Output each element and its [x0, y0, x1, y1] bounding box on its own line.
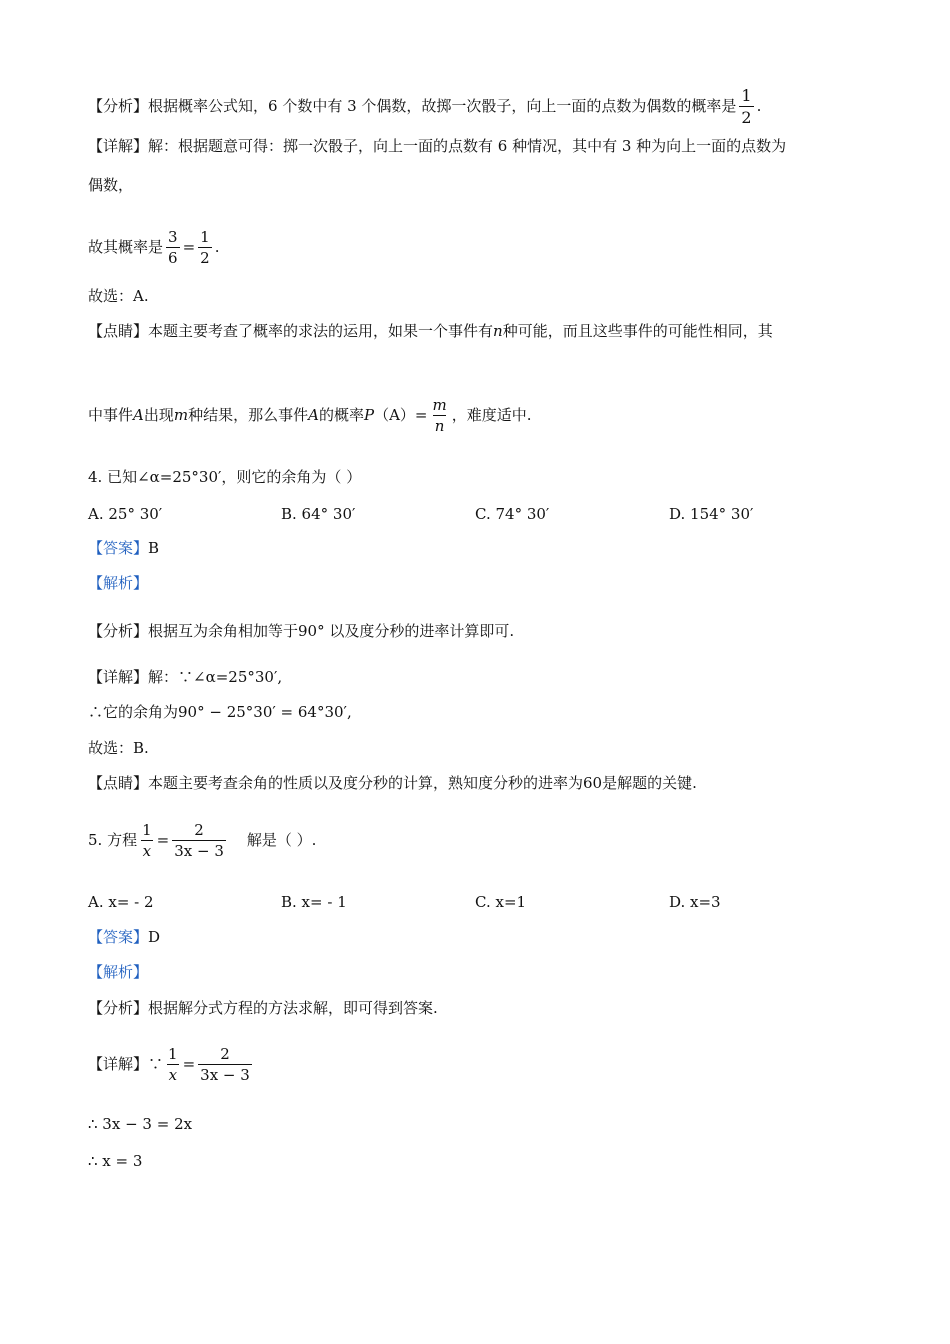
frac-numerator: 1 [142, 821, 152, 839]
frac-denominator: n [434, 417, 445, 435]
q3-analysis-line [88, 88, 761, 126]
q5-option-c: C. x=1 [475, 893, 527, 911]
analysis-text: 根据互为余角相加等于90° 以及度分秒的进率计算即可. [148, 622, 515, 640]
q4-choose: 故选：B. [88, 739, 149, 757]
q4-option-b: B. 64° 30′ [281, 505, 356, 523]
q5-stem [88, 818, 316, 862]
q4-detail-line [88, 666, 282, 688]
q3-comment-line1 [88, 320, 773, 342]
comment-text: 本题主要考查了概率的求法的运用，如果一个事件有 [148, 322, 494, 340]
analysis-text: 根据解分式方程的方法求解，即可得到答案. [148, 999, 438, 1017]
var-n: n [493, 322, 503, 340]
q3-choose: 故选：A. [88, 287, 149, 305]
analysis-tag: 【分析】 [88, 999, 149, 1017]
prob-prefix: 故其概率是 [88, 238, 164, 256]
answer-value: D [148, 928, 161, 946]
comment-text-b: 种可能，而且这些事件的可能性相同，其 [502, 322, 773, 340]
frac-denominator: x [168, 1066, 178, 1084]
frac-numerator: 3 [168, 228, 178, 246]
q4-option-d: D. 154° 30′ [669, 505, 754, 523]
comment-tag: 【点睛】 [88, 322, 149, 340]
q3-comment-line2 [88, 398, 532, 434]
detail-text: 解：根据题意可得：掷一次骰子，向上一面的点数有 6 种情况，其中有 3 种为向上一面的点数为 [148, 137, 787, 155]
answer-value: B [148, 539, 160, 557]
var-a: A [133, 406, 144, 424]
fraction-one-half [739, 88, 753, 126]
detail-tag: 【详解】 [88, 668, 149, 686]
stem-suffix: 解是（ ）. [246, 831, 317, 849]
because-symbol: ∵ [148, 1055, 164, 1073]
frac-numerator: 2 [220, 1045, 230, 1063]
frac-numerator: 1 [200, 228, 210, 246]
q3-detail-line2 [88, 174, 133, 196]
fraction-one-over-x [140, 823, 154, 859]
q5-step1: ∴ 3x − 3 = 2x [88, 1115, 193, 1133]
q5-answer-line [88, 926, 160, 948]
q4-option-c: C. 74° 30′ [475, 505, 550, 523]
answer-tag: 【答案】 [88, 928, 149, 946]
q3-probability-line [88, 230, 219, 266]
var-p: P [363, 406, 375, 424]
equals-sign: = [182, 238, 196, 256]
frac-denominator: 3x − 3 [200, 1066, 250, 1084]
detail-text: 解：∵∠α=25°30′, [148, 668, 283, 686]
q5-option-b: B. x= - 1 [281, 893, 347, 911]
frac-numerator: m [432, 396, 447, 414]
q5-step2: ∴ x = 3 [88, 1152, 143, 1170]
frac-denominator: 2 [200, 249, 210, 267]
fraction-three-sixths [166, 230, 180, 266]
q5-detail-line [88, 1042, 255, 1086]
q5-option-d: D. x=3 [669, 893, 721, 911]
comment-text: （A）= [374, 406, 428, 424]
fraction-m-over-n [430, 398, 448, 434]
frac-denominator: 2 [741, 108, 752, 127]
period: . [214, 238, 220, 256]
frac-numerator: 1 [168, 1045, 178, 1063]
var-m: m [173, 406, 189, 424]
comment-text: 种结果，那么事件 [188, 406, 309, 424]
comment-text: 本题主要考查余角的性质以及度分秒的计算，熟知度分秒的进率为60是解题的关键. [148, 774, 697, 792]
q4-option-a: A. 25° 30′ [88, 505, 163, 523]
frac-denominator: x [142, 842, 152, 860]
fraction-two-over-3x-minus-3 [198, 1047, 252, 1083]
q4-answer-line [88, 537, 159, 559]
comment-text: ，难度适中. [451, 406, 532, 424]
frac-denominator: 6 [168, 249, 178, 267]
q4-jiexi-tag: 【解析】 [88, 574, 149, 592]
q4-comment-line [88, 772, 697, 794]
frac-numerator: 2 [194, 821, 204, 839]
equals-sign: = [156, 831, 170, 849]
frac-numerator: 1 [741, 86, 752, 105]
answer-tag: 【答案】 [88, 539, 149, 557]
frac-denominator: 3x − 3 [174, 842, 224, 860]
q5-analysis-line [88, 997, 438, 1019]
analysis-tag: 【分析】 [88, 97, 149, 115]
detail-text-cont: 偶数， [88, 176, 134, 194]
fraction-two-over-3x-minus-3 [172, 823, 226, 859]
fraction-one-over-x [166, 1047, 180, 1083]
fraction-one-half [198, 230, 212, 266]
detail-tag: 【详解】 [88, 137, 149, 155]
q4-stem: 4. 已知∠α=25°30′，则它的余角为（ ） [88, 468, 362, 486]
comment-text: 的概率 [318, 406, 364, 424]
period: . [756, 97, 762, 115]
stem-prefix: 5. 方程 [88, 831, 138, 849]
analysis-tag: 【分析】 [88, 622, 149, 640]
equals-sign: = [182, 1055, 196, 1073]
analysis-text: 根据概率公式知，6 个数中有 3 个偶数，故掷一次骰子，向上一面的点数为偶数的概率是 [148, 97, 737, 115]
comment-text: 中事件 [88, 406, 134, 424]
comment-text: 出现 [143, 406, 174, 424]
q5-option-a: A. x= - 2 [88, 893, 154, 911]
q5-jiexi-tag: 【解析】 [88, 963, 149, 981]
q4-therefore-line: ∴它的余角为90° − 25°30′ = 64°30′, [88, 703, 352, 721]
var-a: A [308, 406, 319, 424]
detail-tag: 【详解】 [88, 1055, 149, 1073]
q3-detail-line1 [88, 135, 786, 157]
q4-analysis-line [88, 620, 514, 642]
comment-tag: 【点睛】 [88, 774, 149, 792]
